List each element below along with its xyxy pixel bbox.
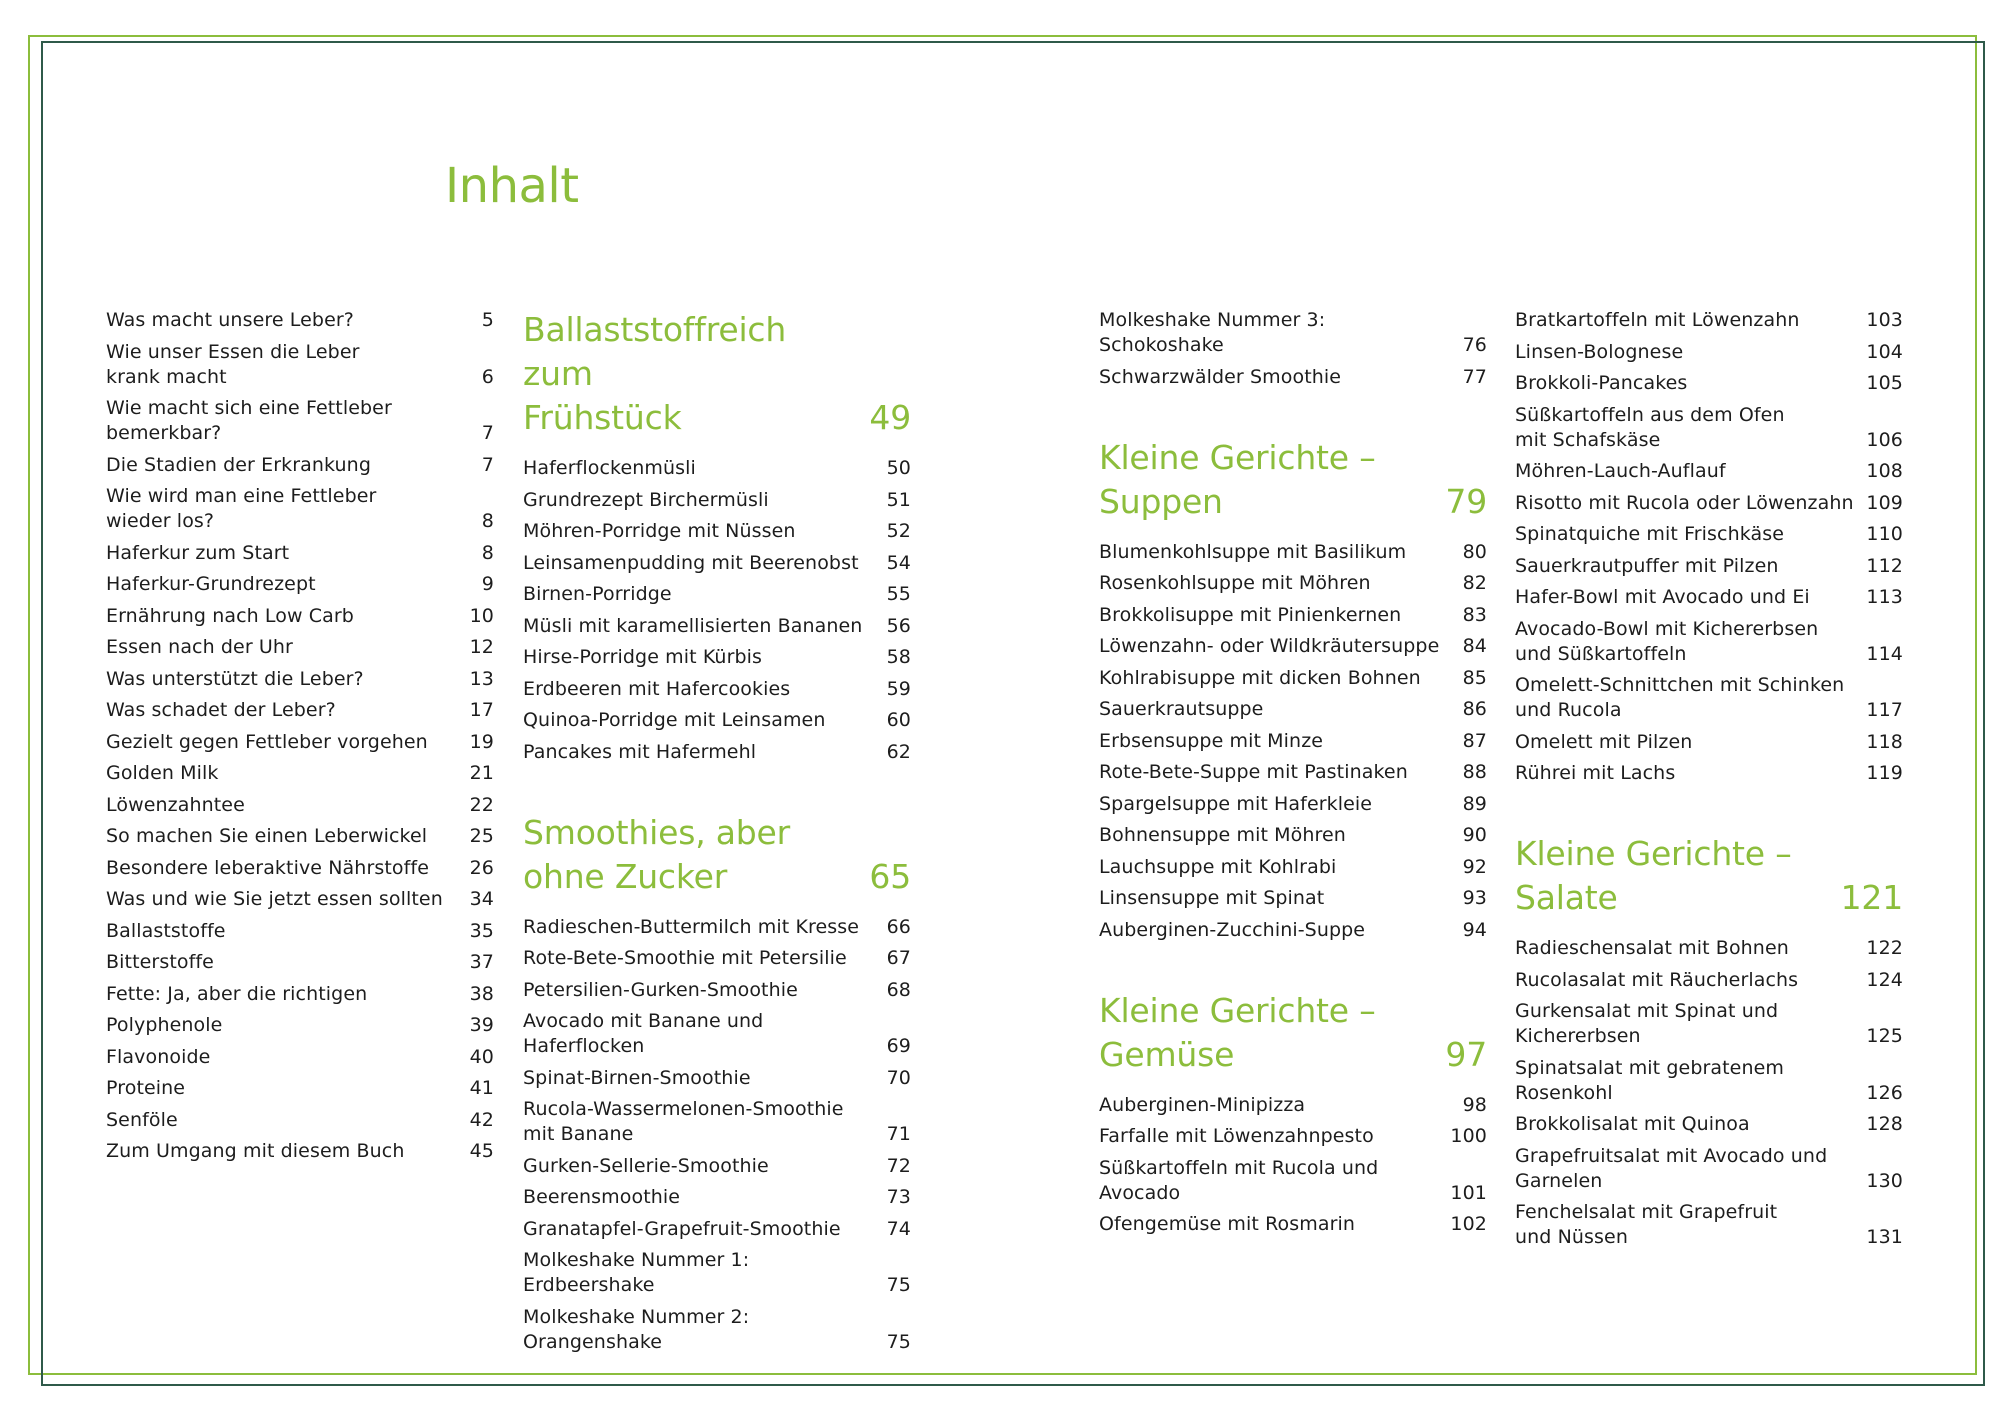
entry-page-number: 72: [886, 1154, 911, 1177]
entry-page-number: 93: [1462, 887, 1487, 909]
entry-title: Haferkur-Grundrezept: [106, 573, 316, 595]
toc-entry: [1099, 729, 1487, 754]
entry-page-number: 12: [469, 636, 494, 658]
toc-entry: [1515, 936, 1903, 961]
entry-title: Bohnensuppe mit Möhren: [1099, 824, 1346, 846]
entry-page-number: 110: [1866, 523, 1903, 545]
entry-title: Besondere leberaktive Nährstoffe: [106, 856, 429, 879]
entry-title: Haferflockenmüsli: [523, 457, 696, 479]
entry-title: Molkeshake Nummer 1: Erdbeershake: [523, 1249, 750, 1296]
entry-title: Quinoa-Porridge mit Leinsamen: [523, 709, 826, 731]
toc-entry: [106, 453, 494, 478]
toc-entry: [1515, 340, 1903, 365]
toc-section: [1099, 989, 1487, 1238]
chapter-title: Kleine Gerichte – Salate: [1515, 834, 1792, 917]
toc-entry: [106, 793, 494, 818]
entry-title: Bitterstoffe: [106, 951, 214, 973]
toc-entry: [523, 645, 911, 670]
entry-page-number: 105: [1866, 372, 1903, 394]
toc-entry: [106, 887, 494, 912]
toc-entry: [1515, 999, 1903, 1049]
toc-entry: [106, 1013, 494, 1038]
chapter-title: Kleine Gerichte – Suppen: [1099, 437, 1376, 521]
entry-page-number: 42: [469, 1108, 494, 1131]
entry-title: Omelett-Schnittchen mit Schinken und Rucola: [1515, 674, 1845, 721]
entry-title: Hafer-Bowl mit Avocado und Ei: [1515, 586, 1810, 608]
entry-title: So machen Sie einen Leberwickel: [106, 825, 428, 847]
entry-title: Spinat-Birnen-Smoothie: [523, 1066, 751, 1089]
entry-title: Lauchsuppe mit Kohlrabi: [1099, 855, 1337, 878]
entry-page-number: 68: [886, 978, 911, 1001]
entry-page-number: 86: [1462, 698, 1487, 720]
toc-entry: [523, 708, 911, 733]
entry-page-number: 119: [1866, 762, 1903, 784]
entry-page-number: 75: [886, 1330, 911, 1353]
entry-page-number: 71: [886, 1123, 911, 1145]
entry-title: Wie macht sich eine Fettleber bemerkbar?: [106, 397, 392, 444]
entry-title: Rucola-Wassermelonen-Smoothie mit Banane: [523, 1098, 844, 1145]
toc-entry: [1515, 673, 1903, 723]
entry-title: Sauerkrautpuffer mit Pilzen: [1515, 554, 1779, 577]
entry-title: Ballaststoffe: [106, 919, 226, 942]
entry-page-number: 52: [886, 520, 911, 542]
chapter-heading: [1515, 832, 1903, 920]
entry-page-number: 37: [469, 951, 494, 973]
toc-section: [1099, 308, 1487, 390]
entry-title: Avocado mit Banane und Haferflocken: [523, 1010, 764, 1057]
entry-title: Was macht unsere Leber?: [106, 309, 354, 331]
entry-page-number: 73: [886, 1186, 911, 1208]
toc-entry: [523, 1305, 911, 1355]
toc-entry: [1099, 603, 1487, 628]
entry-page-number: 84: [1462, 635, 1487, 657]
entry-page-number: 125: [1866, 1025, 1903, 1047]
entry-title: Möhren-Porridge mit Nüssen: [523, 520, 796, 542]
toc-entry: [106, 308, 494, 333]
entry-page-number: 38: [469, 982, 494, 1005]
entry-page-number: 66: [886, 915, 911, 938]
entry-title: Radieschensalat mit Bohnen: [1515, 937, 1789, 959]
toc-entry: [523, 1154, 911, 1179]
entry-title: Proteine: [106, 1077, 186, 1099]
entry-title: Haferkur zum Start: [106, 541, 290, 564]
entry-page-number: 83: [1462, 603, 1487, 626]
entry-page-number: 101: [1450, 1181, 1487, 1204]
entry-title: Risotto mit Rucola oder Löwenzahn: [1515, 491, 1854, 514]
toc-entry: [523, 1185, 911, 1210]
toc-entry: [1515, 554, 1903, 579]
entry-title: Süßkartoffeln aus dem Ofen mit Schafskäse: [1515, 403, 1785, 451]
toc-entry: [523, 551, 911, 576]
toc-section: [1099, 436, 1487, 943]
chapter-page-number: 79: [1445, 481, 1487, 521]
toc-entry: [106, 919, 494, 944]
entry-title: Rote-Bete-Smoothie mit Petersilie: [523, 947, 847, 969]
toc-column-2: [523, 308, 911, 1361]
toc-entry: [523, 1248, 911, 1298]
entry-page-number: 54: [886, 551, 911, 574]
entry-page-number: 25: [469, 825, 494, 847]
entry-title: Blumenkohlsuppe mit Basilikum: [1099, 540, 1407, 563]
entry-page-number: 69: [886, 1035, 911, 1057]
entry-page-number: 74: [886, 1217, 911, 1240]
entry-title: Ofengemüse mit Rosmarin: [1099, 1213, 1356, 1235]
entry-page-number: 7: [481, 422, 494, 444]
entry-page-number: 70: [886, 1066, 911, 1089]
entry-title: Schwarzwälder Smoothie: [1099, 365, 1342, 388]
entry-title: Spinatsalat mit gebratenem Rosenkohl: [1515, 1056, 1785, 1104]
entry-title: Brokkolisalat mit Quinoa: [1515, 1113, 1750, 1135]
entry-title: Möhren-Lauch-Auflauf: [1515, 460, 1726, 482]
entry-title: Zum Umgang mit diesem Buch: [106, 1140, 405, 1162]
toc-entry: [1099, 855, 1487, 880]
toc-entry: [523, 1217, 911, 1242]
entry-title: Omelett mit Pilzen: [1515, 730, 1693, 753]
chapter-page-number: 49: [869, 398, 911, 437]
entry-page-number: 56: [886, 614, 911, 637]
entry-page-number: 8: [481, 541, 494, 564]
entry-page-number: 41: [469, 1077, 494, 1099]
entry-page-number: 112: [1866, 554, 1903, 577]
toc-entry: [1515, 968, 1903, 993]
entry-page-number: 58: [886, 646, 911, 668]
entry-page-number: 8: [481, 510, 494, 532]
entry-title: Linsen-Bolognese: [1515, 340, 1684, 363]
toc-entry: [1515, 459, 1903, 484]
entry-title: Brokkoli-Pancakes: [1515, 372, 1688, 394]
entry-page-number: 34: [469, 888, 494, 910]
entry-title: Löwenzahntee: [106, 793, 245, 816]
chapter-page-number: 97: [1445, 1034, 1487, 1074]
toc-entry: [523, 1097, 911, 1147]
chapter-heading: [523, 811, 911, 899]
toc-entry: [1515, 1112, 1903, 1137]
entry-page-number: 60: [886, 709, 911, 731]
entry-page-number: 122: [1866, 937, 1903, 959]
entry-title: Rote-Bete-Suppe mit Pastinaken: [1099, 761, 1408, 783]
toc-entry: [1099, 1212, 1487, 1237]
entry-page-number: 7: [481, 453, 494, 476]
entry-page-number: 85: [1462, 666, 1487, 689]
entry-title: Auberginen-Minipizza: [1099, 1093, 1306, 1116]
toc-entry: [106, 635, 494, 660]
toc-entry: [1099, 697, 1487, 722]
toc-entry: [106, 1139, 494, 1164]
entry-page-number: 45: [469, 1140, 494, 1162]
entry-page-number: 109: [1866, 491, 1903, 514]
entry-title: Brokkolisuppe mit Pinienkernen: [1099, 603, 1402, 626]
toc-entry: [523, 519, 911, 544]
entry-page-number: 102: [1450, 1213, 1487, 1235]
toc-entry: [1515, 1200, 1903, 1250]
entry-page-number: 103: [1866, 309, 1903, 331]
entry-title: Flavonoide: [106, 1045, 211, 1068]
toc-entry: [106, 698, 494, 723]
toc-entry: [1099, 634, 1487, 659]
entry-title: Pancakes mit Hafermehl: [523, 740, 757, 763]
entry-title: Spargelsuppe mit Haferkleie: [1099, 792, 1373, 815]
toc-entry: [106, 1045, 494, 1070]
entry-page-number: 51: [886, 488, 911, 511]
entry-page-number: 50: [886, 457, 911, 479]
entry-title: Rucolasalat mit Räucherlachs: [1515, 968, 1799, 991]
entry-title: Birnen-Porridge: [523, 583, 672, 605]
entry-page-number: 13: [469, 667, 494, 690]
entry-title: Petersilien-Gurken-Smoothie: [523, 978, 798, 1001]
entry-page-number: 77: [1462, 365, 1487, 388]
entry-title: Erbsensuppe mit Minze: [1099, 729, 1324, 752]
entry-page-number: 104: [1866, 340, 1903, 363]
entry-title: Radieschen-Buttermilch mit Kresse: [523, 915, 860, 938]
entry-page-number: 76: [1462, 334, 1487, 356]
page-title: Inhalt: [445, 158, 579, 214]
toc-entry: [1515, 761, 1903, 786]
entry-title: Leinsamenpudding mit Beerenobst: [523, 551, 859, 574]
entry-title: Sauerkrautsuppe: [1099, 698, 1264, 720]
toc-entry: [1515, 522, 1903, 547]
entry-title: Spinatquiche mit Frischkäse: [1515, 523, 1785, 545]
entry-page-number: 55: [886, 583, 911, 605]
entry-title: Kohlrabisuppe mit dicken Bohnen: [1099, 666, 1421, 689]
entry-title: Ernährung nach Low Carb: [106, 604, 354, 627]
toc-entry: [106, 1108, 494, 1133]
toc-entry: [106, 572, 494, 597]
toc-column-1: [106, 308, 494, 1171]
entry-title: Rührei mit Lachs: [1515, 762, 1676, 784]
toc-entry: [523, 582, 911, 607]
chapter-page-number: 65: [869, 856, 911, 896]
entry-title: Was schadet der Leber?: [106, 699, 336, 721]
entry-title: Wie wird man eine Fettleber wieder los?: [106, 485, 377, 532]
chapter-title: Kleine Gerichte – Gemüse: [1099, 990, 1376, 1074]
entry-page-number: 21: [469, 762, 494, 784]
toc-entry: [106, 1076, 494, 1101]
entry-page-number: 6: [481, 365, 494, 388]
entry-page-number: 90: [1462, 824, 1487, 846]
toc-entry: [106, 824, 494, 849]
toc-entry: [106, 340, 494, 390]
toc-entry: [1515, 1056, 1903, 1106]
entry-title: Gurkensalat mit Spinat und Kichererbsen: [1515, 1000, 1779, 1047]
entry-page-number: 118: [1866, 730, 1903, 753]
entry-page-number: 128: [1866, 1113, 1903, 1135]
toc-entry: [106, 950, 494, 975]
toc-entry: [1099, 760, 1487, 785]
entry-page-number: 40: [469, 1045, 494, 1068]
toc-entry: [1515, 730, 1903, 755]
toc-section: [1515, 832, 1903, 1250]
entry-page-number: 22: [469, 793, 494, 816]
entry-title: Bratkartoffeln mit Löwenzahn: [1515, 309, 1800, 331]
entry-page-number: 130: [1866, 1169, 1903, 1192]
toc-entry: [1099, 918, 1487, 943]
entry-title: Erdbeeren mit Hafercookies: [523, 677, 791, 700]
toc-entry: [1515, 1144, 1903, 1194]
entry-page-number: 10: [469, 604, 494, 627]
toc-entry: [106, 982, 494, 1007]
entry-title: Wie unser Essen die Leber krank macht: [106, 340, 360, 388]
entry-page-number: 124: [1866, 968, 1903, 991]
entry-page-number: 98: [1462, 1093, 1487, 1116]
entry-page-number: 17: [469, 699, 494, 721]
entry-page-number: 117: [1866, 699, 1903, 721]
toc-entry: [523, 456, 911, 481]
entry-page-number: 26: [469, 856, 494, 879]
toc-entry: [106, 541, 494, 566]
toc-entry: [1515, 403, 1903, 453]
toc-section: [523, 811, 911, 1355]
entry-title: Hirse-Porridge mit Kürbis: [523, 646, 763, 668]
toc-entry: [106, 667, 494, 692]
toc-column-4: [1515, 308, 1903, 1257]
chapter-title: Smoothies, aber ohne Zucker: [523, 812, 791, 896]
toc-entry: [523, 1066, 911, 1091]
toc-entry: [1515, 617, 1903, 667]
entry-title: Fette: Ja, aber die richtigen: [106, 982, 368, 1005]
entry-page-number: 100: [1450, 1125, 1487, 1147]
toc-entry: [1515, 371, 1903, 396]
toc-entry: [106, 604, 494, 629]
entry-title: Löwenzahn- oder Wildkräutersuppe: [1099, 635, 1440, 657]
toc-entry: [1515, 308, 1903, 333]
chapter-title: Ballaststoffreich zum Frühstück: [523, 310, 787, 437]
entry-title: Linsensuppe mit Spinat: [1099, 887, 1325, 909]
toc-entry: [523, 677, 911, 702]
entry-page-number: 9: [481, 573, 494, 595]
toc-entry: [1515, 491, 1903, 516]
toc-entry: [1099, 571, 1487, 596]
entry-page-number: 89: [1462, 792, 1487, 815]
entry-page-number: 94: [1462, 918, 1487, 941]
toc-entry: [1099, 1156, 1487, 1206]
entry-title: Was unterstützt die Leber?: [106, 667, 364, 690]
entry-page-number: 82: [1462, 572, 1487, 594]
toc-entry: [1099, 666, 1487, 691]
toc-entry: [1099, 792, 1487, 817]
toc-entry: [523, 488, 911, 513]
entry-page-number: 113: [1866, 586, 1903, 608]
entry-title: Müsli mit karamellisierten Bananen: [523, 614, 863, 637]
entry-title: Senföle: [106, 1108, 178, 1131]
entry-title: Molkeshake Nummer 2: Orangenshake: [523, 1305, 750, 1353]
entry-page-number: 39: [469, 1014, 494, 1036]
entry-title: Süßkartoffeln mit Rucola und Avocado: [1099, 1156, 1379, 1204]
entry-title: Rosenkohlsuppe mit Möhren: [1099, 572, 1371, 594]
toc-column-3: [1099, 308, 1487, 1244]
toc-entry: [106, 396, 494, 446]
entry-page-number: 5: [481, 309, 494, 331]
toc-entry: [106, 730, 494, 755]
entry-page-number: 126: [1866, 1081, 1903, 1104]
entry-title: Beerensmoothie: [523, 1186, 681, 1208]
toc-entry: [106, 856, 494, 881]
entry-page-number: 88: [1462, 761, 1487, 783]
entry-page-number: 62: [886, 740, 911, 763]
toc-section: [106, 308, 494, 1164]
toc-entry: [106, 761, 494, 786]
entry-page-number: 67: [886, 947, 911, 969]
entry-title: Molkeshake Nummer 3: Schokoshake: [1099, 309, 1326, 356]
chapter-heading: [523, 308, 911, 440]
entry-title: Farfalle mit Löwenzahnpesto: [1099, 1125, 1374, 1147]
entry-title: Die Stadien der Erkrankung: [106, 453, 371, 476]
toc-entry: [1099, 308, 1487, 358]
toc-entry: [1099, 1093, 1487, 1118]
toc-entry: [1099, 1124, 1487, 1149]
entry-page-number: 75: [886, 1274, 911, 1296]
entry-title: Avocado-Bowl mit Kichererbsen und Süßkartoffeln: [1515, 617, 1819, 665]
entry-title: Grapefruitsalat mit Avocado und Garnelen: [1515, 1144, 1828, 1192]
entry-title: Gurken-Sellerie-Smoothie: [523, 1154, 769, 1177]
chapter-heading: [1099, 989, 1487, 1077]
chapter-heading: [1099, 436, 1487, 524]
toc-entry: [523, 915, 911, 940]
toc-entry: [523, 1009, 911, 1059]
entry-page-number: 80: [1462, 540, 1487, 563]
toc-entry: [1099, 365, 1487, 390]
toc-entry: [1515, 585, 1903, 610]
toc-section: [523, 308, 911, 765]
entry-page-number: 87: [1462, 729, 1487, 752]
entry-page-number: 92: [1462, 855, 1487, 878]
entry-title: Granatapfel-Grapefruit-Smoothie: [523, 1217, 841, 1240]
entry-page-number: 35: [469, 919, 494, 942]
entry-title: Auberginen-Zucchini-Suppe: [1099, 918, 1366, 941]
toc-entry: [1099, 540, 1487, 565]
toc-entry: [523, 614, 911, 639]
entry-title: Grundrezept Birchermüsli: [523, 488, 769, 511]
toc-entry: [106, 484, 494, 534]
entry-title: Essen nach der Uhr: [106, 636, 293, 658]
entry-page-number: 114: [1866, 642, 1903, 665]
entry-title: Gezielt gegen Fettleber vorgehen: [106, 730, 428, 753]
entry-title: Fenchelsalat mit Grapefruit und Nüssen: [1515, 1201, 1778, 1248]
entry-page-number: 59: [886, 677, 911, 700]
toc-entry: [523, 978, 911, 1003]
toc-entry: [523, 946, 911, 971]
entry-page-number: 106: [1866, 428, 1903, 451]
toc-entry: [1099, 823, 1487, 848]
toc-section: [1515, 308, 1903, 786]
entry-title: Golden Milk: [106, 762, 219, 784]
toc-entry: [1099, 886, 1487, 911]
entry-title: Polyphenole: [106, 1014, 223, 1036]
entry-title: Was und wie Sie jetzt essen sollten: [106, 888, 443, 910]
entry-page-number: 131: [1866, 1226, 1903, 1248]
entry-page-number: 19: [469, 730, 494, 753]
chapter-page-number: 121: [1840, 878, 1903, 917]
entry-page-number: 108: [1866, 460, 1903, 482]
toc-entry: [523, 740, 911, 765]
